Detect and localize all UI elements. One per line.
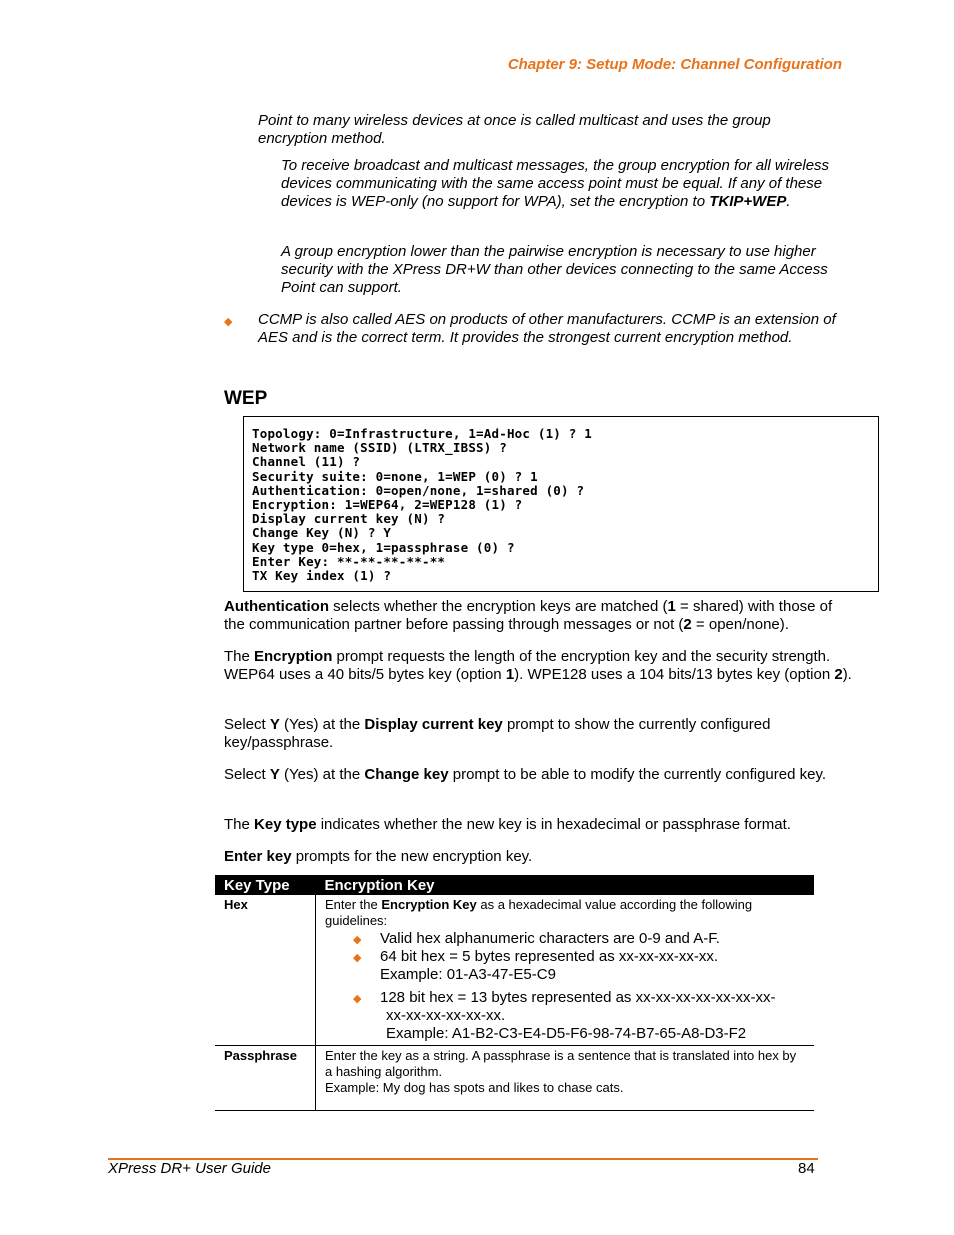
section-title: WEP [224, 388, 268, 409]
passphrase-label: Passphrase [215, 1046, 316, 1111]
terminal-line: Security suite: 0=none, 1=WEP (0) ? 1 [252, 468, 538, 484]
table-row [215, 1046, 814, 1111]
diamond-bullet-icon: ◆ [353, 934, 362, 946]
terminal-line: Change Key (N) ? Y [252, 525, 392, 541]
list-item: ◆ Valid hex alphanumeric characters are 0-9 and A-F. [353, 930, 720, 947]
table-header-key-type: Key Type [215, 875, 316, 895]
table-header-row [215, 875, 814, 895]
terminal-line: Channel (11) ? [252, 454, 361, 470]
passphrase-description: Enter the key as a string. A passphrase is a sentence that is translated into hex by a hashing algorithm. Example: My dog has spots and likes to chase cats. [316, 1046, 815, 1111]
terminal-output [243, 416, 879, 592]
hex-description: Enter the Encryption Key as a hexadecimal value according the following guidelines: ◆ Valid hex alphanumeric characters are 0-9 and A-F. ◆ 64 bit hex = 5 bytes represented as xx-xx-xx-xx-xx. Example: 01-A3-47-E5-C9 ◆ 128 bit hex = 13 bytes represented as xx-xx-xx-xx-xx-xx-xx- xx-xx-xx-xx-xx-xx. Example: A1-B2-C3-E4-D5-F6-98-74-B7-65-A8-D3-F2 [316, 895, 815, 1046]
list-item: ◆ 64 bit hex = 5 bytes represented as xx-xx-xx-xx-xx. Example: 01-A3-47-E5-C9 [353, 948, 719, 983]
hex-guidelines [325, 930, 805, 1043]
key-type-table [215, 875, 814, 1111]
terminal-line: Enter Key: **-**-**-**-** [252, 553, 446, 569]
list-item: ◆ 128 bit hex = 13 bytes represented as xx-xx-xx-xx-xx-xx-xx- xx-xx-xx-xx-xx-xx. Example: A1-B2-C3-E4-D5-F6-98-74-B7-65-A8-D3-F2 [353, 989, 776, 1042]
terminal-line: Display current key (N) ? [252, 511, 446, 527]
diamond-bullet-icon: ◆ [353, 952, 362, 964]
terminal-line: Network name (SSID) (LTRX_IBSS) ? [252, 440, 507, 456]
footer-title: XPress DR+ User Guide [108, 1160, 271, 1177]
page-number: 84 [798, 1160, 815, 1177]
table-header-encryption-key: Encryption Key [316, 875, 815, 895]
key-type-paragraph: The Key type indicates whether the new key is in hexadecimal or passphrase format. [224, 816, 791, 833]
diamond-bullet-icon: ◆ [224, 316, 233, 328]
terminal-line: Topology: 0=Infrastructure, 1=Ad-Hoc (1) ? 1 [252, 426, 592, 441]
diamond-bullet-icon: ◆ [353, 993, 362, 1005]
terminal-line: Key type 0=hex, 1=passphrase (0) ? [252, 539, 515, 555]
table-row [215, 895, 814, 1046]
enter-key-paragraph: Enter key prompts for the new encryption key. [224, 848, 533, 865]
hex-label: Hex [215, 895, 316, 1046]
change-key-paragraph: Select Y (Yes) at the Change key prompt to be able to modify the currently configured key. [224, 766, 826, 783]
terminal-line: Authentication: 0=open/none, 1=shared (0) ? [252, 482, 585, 498]
multicast-text: Point to many wireless devices at once is called multicast and uses the group encryption method. [258, 112, 771, 147]
chapter-header: Chapter 9: Setup Mode: Channel Configuration [507, 56, 842, 73]
group-encryption-note-2: A group encryption lower than the pairwise encryption is necessary to use higher security with the XPress DR+W than other devices connecting to the same Access Point can support. [281, 243, 828, 296]
authentication-paragraph: Authentication selects whether the encryption keys are matched (1 = shared) with those of the communication partner before passing through messages or not (2 = open/none). [224, 598, 833, 633]
group-encryption-note: To receive broadcast and multicast messages, the group encryption for all wireless devices communicating with the same access point must be equal. If any of these devices is WEP-only (no support for WPA), set the encryption to TKIP+WEP. [281, 157, 830, 210]
terminal-line: Encryption: 1=WEP64, 2=WEP128 (1) ? [252, 497, 523, 513]
display-key-paragraph: Select Y (Yes) at the Display current key prompt to show the currently configured key/passphrase. [224, 716, 771, 751]
ccmp-text: CCMP is also called AES on products of other manufacturers. CCMP is an extension of AES and is the correct term. It provides the strongest current encryption method. [258, 311, 836, 346]
encryption-paragraph: The Encryption prompt requests the length of the encryption key and the security strength. WEP64 uses a 40 bits/5 bytes key (option 1). WPE128 uses a 104 bits/13 bytes key (option 2). [224, 648, 852, 683]
terminal-line: TX Key index (1) ? [252, 568, 392, 584]
